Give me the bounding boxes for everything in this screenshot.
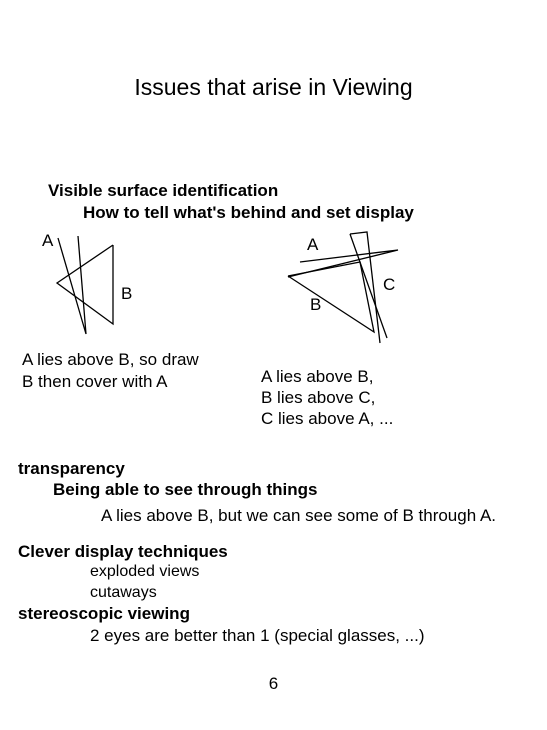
stereoscopic-detail: 2 eyes are better than 1 (special glasses, ...) bbox=[90, 626, 425, 645]
clever-display-item-cutaways: cutaways bbox=[90, 584, 157, 601]
clever-display-item-exploded-views: exploded views bbox=[90, 563, 200, 580]
figure1-label-a: A bbox=[42, 231, 54, 250]
page-number: 6 bbox=[268, 674, 279, 693]
figure1-caption-line2: B then cover with A bbox=[22, 372, 168, 391]
figure2-label-a: A bbox=[307, 235, 319, 254]
transparency-heading: transparency bbox=[18, 459, 125, 478]
visible-surface-heading: Visible surface identification bbox=[48, 181, 279, 200]
visible-surface-subheading: How to tell what's behind and set display bbox=[83, 203, 414, 222]
figure2-label-b: B bbox=[310, 295, 322, 314]
transparency-detail: A lies above B, but we can see some of B through A. bbox=[101, 506, 497, 525]
stereoscopic-heading: stereoscopic viewing bbox=[18, 604, 190, 623]
figure1-label-b: B bbox=[121, 284, 133, 303]
transparency-subheading: Being able to see through things bbox=[53, 480, 318, 499]
triangle-b bbox=[288, 262, 374, 332]
clever-display-heading: Clever display techniques bbox=[18, 542, 228, 561]
figure2-caption-line1: A lies above B, bbox=[261, 367, 374, 386]
page-title: Issues that arise in Viewing bbox=[134, 74, 413, 100]
figure2-caption-line3: C lies above A, ... bbox=[261, 409, 394, 428]
figure1-caption-line1: A lies above B, so draw bbox=[22, 350, 199, 369]
figure2-label-c: C bbox=[383, 275, 396, 294]
figure2-caption-line2: B lies above C, bbox=[261, 388, 376, 407]
